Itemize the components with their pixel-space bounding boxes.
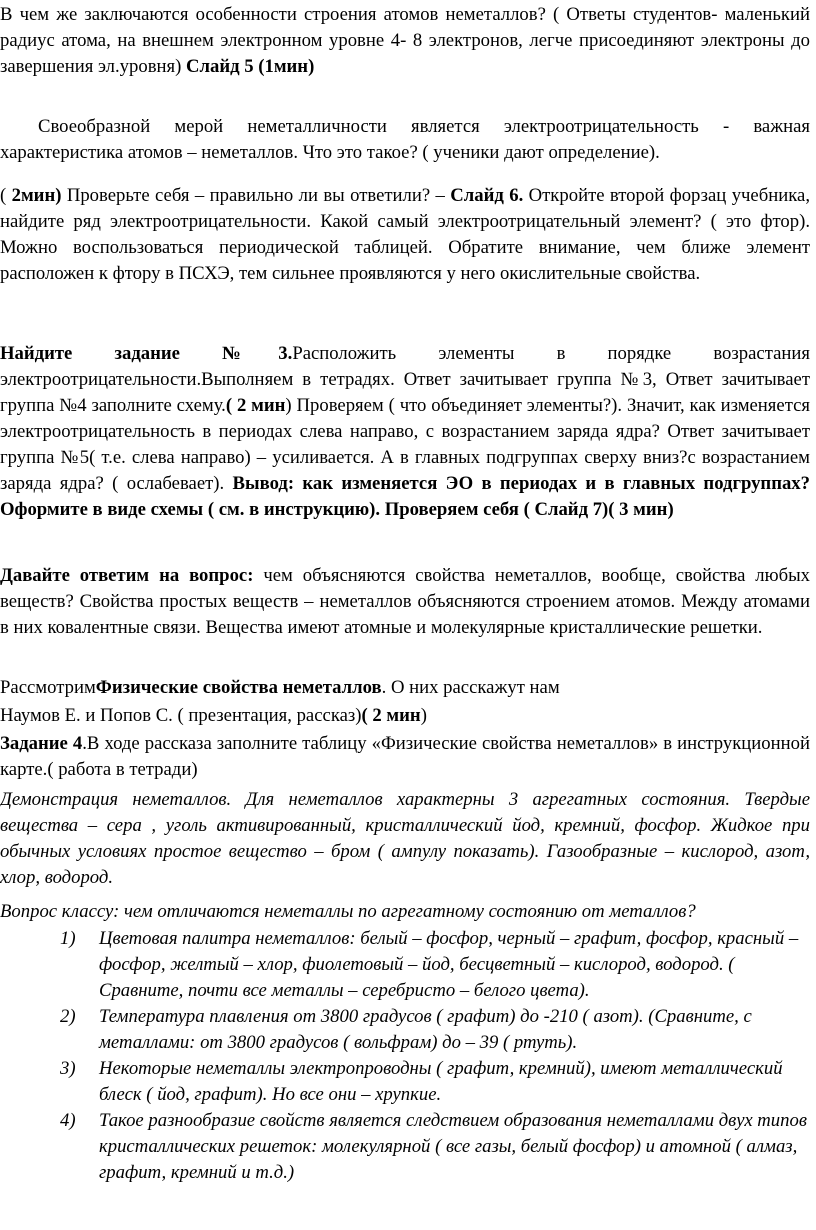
list-item bbox=[60, 1056, 810, 1108]
paragraph-text: Проверьте себя – правильно ли вы ответили? – bbox=[61, 185, 451, 206]
list-item bbox=[60, 926, 810, 1004]
paragraph-physical-properties bbox=[0, 675, 810, 701]
list-item-text: Цветовая палитра неметаллов: белый – фосфор, черный – графит, фосфор, красный – фосфор, желтый – хлор, фиолетовый – йод, бесцветный – кислород, водород. ( Сравните, почти все металлы – серебристо – белого цвета). bbox=[99, 928, 799, 1001]
slide-label: Слайд 5 (1мин) bbox=[186, 56, 315, 77]
paragraph-presenters bbox=[0, 703, 810, 729]
time-label: ( 2 мин bbox=[225, 395, 286, 416]
paragraph-text: чем объясняются свойства неметаллов, вообще, свойства любых веществ? Свойства простых веществ – неметаллов объясняются строением атомов. Между атомами в них ковалентные связи. Вещества имеют атомные и молекулярные кристаллические решетки. bbox=[0, 565, 810, 638]
paragraph-text: Наумов Е. и Попов С. ( презентация, рассказ) bbox=[0, 705, 362, 726]
paragraph-text: ( bbox=[0, 185, 12, 206]
paragraph-structure-question bbox=[0, 2, 810, 80]
paragraph-text: ) bbox=[420, 705, 427, 726]
section-heading: Физические свойства неметаллов bbox=[95, 677, 382, 698]
question-heading: Давайте ответим на вопрос: bbox=[0, 565, 254, 586]
list-item bbox=[60, 1108, 810, 1186]
paragraph-text: Вопрос классу: чем отличаются неметаллы по агрегатному состоянию от металлов? bbox=[0, 901, 696, 922]
paragraph-text: Своеобразной мерой неметалличности является электроотрицательность - важная характеристика атомов – неметаллов. Что это такое? ( ученики дают определение). bbox=[0, 116, 810, 163]
list-number: 1) bbox=[60, 928, 76, 949]
paragraph-electronegativity bbox=[0, 114, 810, 166]
time-label: ( 2 мин bbox=[361, 705, 421, 726]
paragraph-task-3 bbox=[0, 341, 810, 523]
paragraph-text: Откройте второй форзац учебника, найдите ряд электроотрицательности. Какой самый электроотрицательный элемент? ( это фтор). Можно воспользоваться периодической таблицей. Обратите внимание, чем ближе элемент расположен к фтору в ПСХЭ, тем сильнее проявляются у него окислительные свойства. bbox=[0, 185, 810, 284]
paragraph-text: Рассмотрим bbox=[0, 677, 96, 698]
paragraph-class-question bbox=[0, 899, 810, 925]
list-number: 3) bbox=[60, 1058, 76, 1079]
conclusion-text: Вывод: как изменяется ЭО в периодах и в главных подгруппах? Оформите в виде схемы ( см. в инструкцию). Проверяем себя ( Слайд 7)( 3 мин) bbox=[0, 473, 810, 520]
task-heading: Задание 4 bbox=[0, 733, 83, 754]
paragraph-demonstration bbox=[0, 787, 810, 891]
slide-label: Слайд 6. bbox=[450, 185, 524, 206]
list-item bbox=[60, 1004, 810, 1056]
paragraph-text: Расположить элементы в порядке возрастания электроотрицательности.Выполняем в тетрадях. Ответ зачитывает группа №3, Ответ зачитывает группа №4 заполните схему. bbox=[0, 343, 810, 416]
list-item-text: Такое разнообразие свойств является следствием образования неметаллами двух типов кристаллических решеток: молекулярной ( все газы, белый фосфор) и атомной ( алмаз, графит, кремний и т.д.) bbox=[99, 1110, 807, 1183]
paragraph-check-yourself bbox=[0, 183, 810, 287]
task-heading: Найдите задание №3. bbox=[0, 343, 293, 364]
time-label: 2мин) bbox=[11, 185, 62, 206]
paragraph-text: В чем же заключаются особенности строения атомов неметаллов? ( Ответы студентов- маленький радиус атома, на внешнем электронном уровне 4- 8 электронов, легче присоединяют электроны до завершения эл.уровня) bbox=[0, 4, 810, 77]
list-item-text: Температура плавления от 3800 градусов ( графит) до -210 ( азот). (Сравните, с металлами: от 3800 градусов ( вольфрам) до – 39 ( ртуть). bbox=[99, 1006, 752, 1053]
paragraph-text: .В ходе рассказа заполните таблицу «Физические свойства неметаллов» в инструкционной карте.( работа в тетради) bbox=[0, 733, 810, 780]
paragraph-task-4 bbox=[0, 731, 810, 783]
properties-list bbox=[60, 926, 810, 1186]
paragraph-text: ) Проверяем ( что объединяет элементы?). Значит, как изменяется электроотрицательность в периодах слева направо, с возрастанием заряда ядра? Ответ зачитывает группа №5( т.е. слева направо) – усиливается. А в главных подгруппах сверху вниз?с возрастанием заряда ядра? ( ослабевает). bbox=[0, 395, 810, 494]
list-number: 2) bbox=[60, 1006, 76, 1027]
paragraph-text: . О них расскажут нам bbox=[381, 677, 560, 698]
list-item-text: Некоторые неметаллы электропроводны ( графит, кремний), имеют металлический блеск ( йод, графит). Но все они – хрупкие. bbox=[99, 1058, 783, 1105]
list-number: 4) bbox=[60, 1110, 76, 1131]
paragraph-question bbox=[0, 563, 810, 641]
paragraph-text: Демонстрация неметаллов. Для неметаллов характерны 3 агрегатных состояния. Твердые вещества – сера , уголь активированный, кристаллический йод, кремний, фосфор. Жидкое при обычных условиях простое вещество – бром ( ампулу показать). Газообразные – кислород, азот, хлор, водород. bbox=[0, 789, 810, 888]
